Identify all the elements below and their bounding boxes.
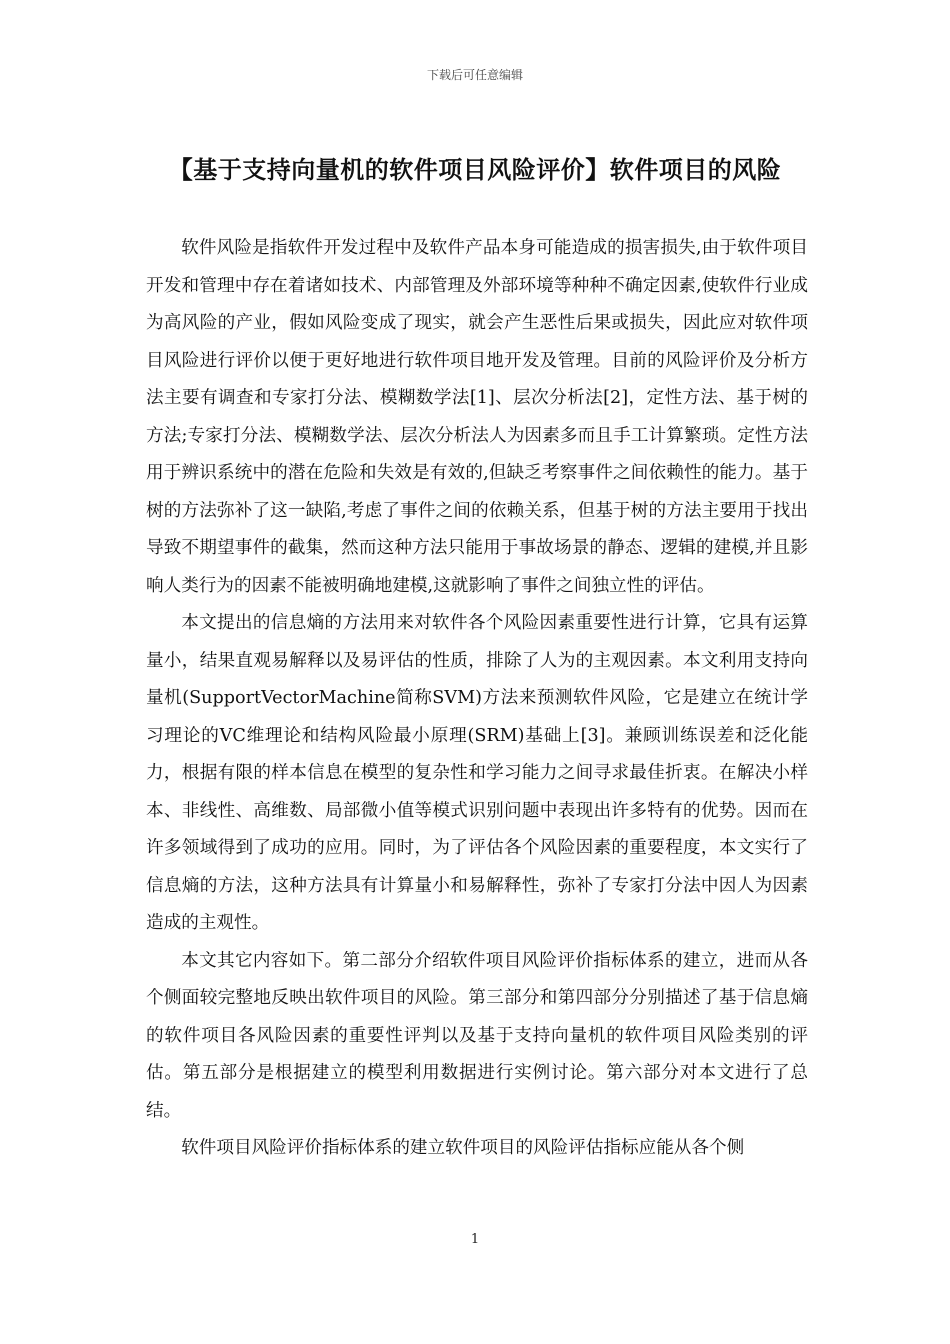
page-number: 1 xyxy=(470,1232,480,1247)
document-body xyxy=(146,230,808,1168)
header-note: 下载后可任意编辑 xyxy=(426,68,523,82)
paragraph-1: 软件风险是指软件开发过程中及软件产品本身可能造成的损害损失,由于软件项目开发和管理中存在着诸如技术、内部管理及外部环境等种种不确定因素,使软件行业成为高风险的产业，假如风险变成了现实，就会产生恶性后果或损失，因此应对软件项目风险进行评价以便于更好地进行软件项目地开发及管理。目前的风险评价及分析方法主要有调查和专家打分法、模糊数学法[1]、层次分析法[2]，定性方法、基于树的方法;专家打分法、模糊数学法、层次分析法人为因素多而且手工计算繁琐。定性方法用于辨识系统中的潜在危险和失效是有效的,但缺乏考察事件之间依赖性的能力。基于树的方法弥补了这一缺陷,考虑了事件之间的依赖关系，但基于树的方法主要用于找出导致不期望事件的截集，然而这种方法只能用于事故场景的静态、逻辑的建模,并且影响人类行为的因素不能被明确地建模,这就影响了事件之间独立性的评估。 xyxy=(146,238,808,596)
document-title: 【基于支持向量机的软件项目风险评价】软件项目的风险 xyxy=(168,156,782,184)
paragraph-4: 软件项目风险评价指标体系的建立软件项目的风险评估指标应能从各个侧 xyxy=(181,1138,745,1158)
paragraph-3: 本文其它内容如下。第二部分介绍软件项目风险评价指标体系的建立，进而从各个侧面较完整地反映出软件项目的风险。第三部分和第四部分分别描述了基于信息熵的软件项目各风险因素的重要性评判以及基于支持向量机的软件项目风险类别的评估。第五部分是根据建立的模型利用数据进行实例讨论。第六部分对本文进行了总结。 xyxy=(146,950,808,1121)
paragraph-2: 本文提出的信息熵的方法用来对软件各个风险因素重要性进行计算，它具有运算量小，结果直观易解释以及易评估的性质，排除了人为的主观因素。本文利用支持向量机(SupportVectorMachine简称SVM)方法来预测软件风险，它是建立在统计学习理论的VC维理论和结构风险最小原理(SRM)基础上[3]。兼顾训练误差和泛化能力，根据有限的样本信息在模型的复杂性和学习能力之间寻求最佳折衷。在解决小样本、非线性、高维数、局部微小值等模式识别问题中表现出许多特有的优势。因而在许多领域得到了成功的应用。同时，为了评估各个风险因素的重要程度，本文实行了信息熵的方法，这种方法具有计算量小和易解释性，弥补了专家打分法中因人为因素造成的主观性。 xyxy=(146,613,808,933)
